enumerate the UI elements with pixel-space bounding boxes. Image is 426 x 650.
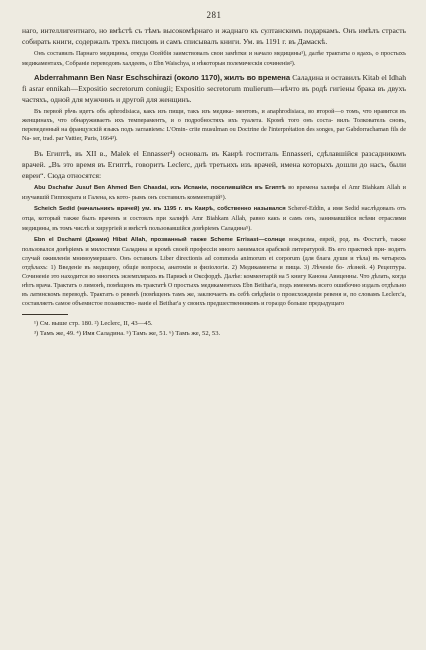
entry-heading-abu-dschafar: Abu Dschafar Jusuf Ben Ahmed Ben Chasdai, изъ Испаніи, поселившійся въ Египтѣ [34,185,289,192]
text-line: и начало медицины¹), далѣе трактаты о ядахъ, о простыхъ медикаментахъ, [22,50,406,67]
text-line: ревеня и, по словамъ Leclerc'а, составляетъ самое объемистое позаимство- [22,291,406,308]
text-line: Въ Египтѣ, въ XII в., Malek el Ennasser⁴) основалъ въ Каирѣ [34,148,247,158]
paragraph-ebn-el-dschami [22,235,406,309]
text-line: врача. Трактатъ о лимонѣ, помѣщенъ въ трактатѣ О простыхъ медикаментахъ Ebn [36,282,255,290]
page-number: 281 [206,10,222,20]
body-text [22,25,406,308]
entry-heading-scheich-sedid: Scheich Sedid (начальникъ врачей) ум. въ 1195 г. въ Каирѣ, собственно назывался [34,206,289,213]
paragraph-scheich-sedid [22,204,406,232]
footnotes [22,319,406,339]
text-line: госпиталь Ennasseri, сдѣлавшійся разсадникомъ врачей. „Въ это время въ [22,148,407,169]
text-line: animorum et corporum (для блага души и тѣла) въ четырехъ отдѣлахъ: 1) Введеніе въ [22,254,406,271]
paragraph-abderrahmann-details [22,107,406,143]
footnote-divider [22,314,68,315]
text-line: Трактатъ о ревенѣ (помѣщенъ тамъ же, заключаетъ въ себѣ свѣдѣнія о происхожденіи [90,291,324,299]
text-line: вождизма, еврей, род. въ Фостатѣ, также пользовался довѣріемъ и милостями Саладина и [22,235,407,253]
text-line: Онъ составилъ Парнаго медицины, откуда Осейбія заимствовалъ свои замѣтки [34,50,249,58]
paragraph-egypt [22,148,406,182]
entry-heading-abderrahmann: Abderrahmann Ben Nasr Eschschirazi (около 1170), жилъ во времена [34,72,293,82]
text-line: ser, trad. par Vattier, Paris, 1664³). [32,135,118,143]
text-line: лѣзней. 4) Рецептура. Сочиненіе это находится во многихъ экземплярахъ въ Парижѣ и [22,263,407,281]
text-line: coniugii; Expositio secretorum mulierum—нѣчто въ родѣ гигіены брака [145,83,378,93]
text-line: наго, интеллигентнаго, но вмѣстѣ съ тѣмъ высокомѣрнаго и жаднаго къ [22,26,261,35]
text-line: султанскимъ подаркамъ. Онъ имѣлъ страсть собирать книги, содержалъ [22,26,406,47]
footnote-line: ¹) См. выше стр. 180. ²) Leclerc, II, 43—45. [34,320,153,328]
paragraph-abu-dschafar [22,183,406,202]
text-line: обнаруживаетъ ихъ темпераментъ, и о подробностяхъ ихъ туалета. Кромѣ того онъ соста- [70,117,337,125]
text-line: дошли до насъ, были евреи“. Сюда относятся: [22,159,407,180]
text-line: кромѣ своей профессіи много занимался арабской литературой. Въ его практикѣ при- [154,245,389,253]
footnote-line: ³) Тамъ же, 49. ⁴) Имя Саладина. ⁵) Тамъ же, 51. ⁶) Тамъ же, 52, 53. [34,330,221,338]
text-line: рымъ онъ составилъ комментарій⁵). [131,194,227,202]
text-line: Саладина и оставилъ Kitab el Idhah fi asrar ennikah—Expositio secretorum [22,72,406,93]
text-line: въ двухъ частяхъ, одной для мужчинъ и другой для женщинъ. [22,83,406,104]
text-line: Собраніе переводовъ халдеевъ, о Ebn Waischya, и нѣкоторыя полемическія сочиненія²). [65,59,296,67]
text-line: вилъ Толкователь сновъ, переведенный на французскій языкъ подъ заглавіемъ: L'Omin- [22,117,406,134]
text-line: ваніе el Beithar'а у своихъ предшественниковъ и гораздо больше предыдущаго [138,300,345,308]
paragraph-nasr-works [22,49,406,67]
text-line: Саладина⁵). [220,224,252,232]
text-line: водятъ случай оживленія мнимоумершаго. Онъ оставилъ Liber directionis ad commoda [22,245,406,262]
text-line: трехъ писцовъ и самъ списывалъ книги. Ум. въ 1191 г. въ Дамаскѣ. [111,37,328,47]
paragraph-abderrahmann [22,72,406,106]
text-line: crite musulman ou Doctrine de l'interprétation des songes, par Gabdorrachaman fils de Na- [22,126,406,143]
text-line: Оксфордѣ. Далѣе: комментарій на 5 книгу Канона Авиценны. Что дѣлать, когда нѣтъ [22,273,406,290]
text-line: ментовъ, и anaphrodisiaca, во второй—о томъ, что нравится въ женщинахъ, что [22,108,406,125]
paragraph-nasr-continued [22,25,406,47]
text-line: во времена халифа el Amr Biahkam Allah и изучавшій Гиппократа и Галена, къ кото- [22,184,406,202]
text-line: Въ первой рѣчь идетъ объ aphrodisiaca, какъ изъ пищи, такъ изъ медика- [34,108,236,116]
text-line: состоялъ при халифѣ Amr Biahkam Allah, равно какъ и самъ онъ, занимавшійся всѣми [129,215,379,223]
text-line: отраслями медицины, въ томъ числѣ и хирургіей и вмѣстѣ пользовавшійся довѣріемъ [22,215,406,232]
text-line: Scheref-Eddin, а имя Sedid наслѣдовалъ отъ отца, который также былъ врачемъ и [22,205,406,223]
text-line: Египтѣ, говоритъ Leclerc, днѣ третьихъ изъ врачей, имена которыхъ [107,159,336,169]
text-line: Beithar'а, подъ именемъ всего ошибочно издалъ отдѣльно въ латинскомъ переводѣ. [22,282,407,299]
entry-heading-ebn-el-dschami: Ebn el Dschami (Джами) Hibat Allah, прозванный также Scheme Errisast—солнце [34,236,289,243]
text-line: медицину, общіе вопросы, анатомія и физіологія. 2) Медикаменты и пища. 3) Лѣченіе бо- [93,263,347,271]
